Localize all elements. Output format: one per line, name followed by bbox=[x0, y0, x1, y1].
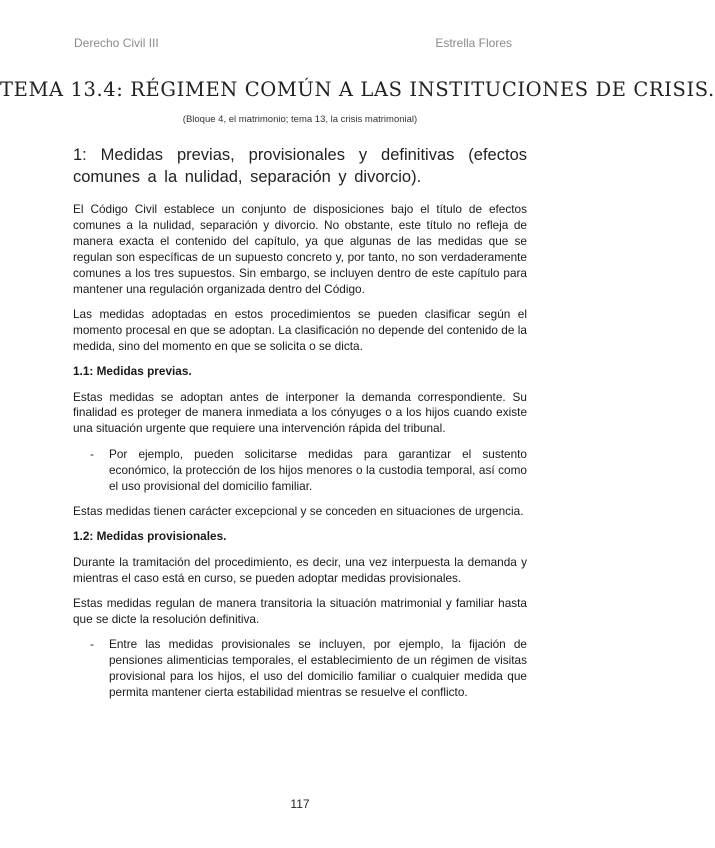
subsection-heading-previas: 1.1: Medidas previas. bbox=[73, 364, 192, 379]
page-title: TEMA 13.4: RÉGIMEN COMÚN A LAS INSTITUCIONES DE CRISIS. bbox=[0, 78, 715, 101]
list-item-text: Por ejemplo, pueden solicitarse medidas para garantizar el sustento económico, la protección de los hijos menores o la custodia temporal, así como el uso provisional del domicilio familiar. bbox=[109, 446, 527, 493]
section-heading: 1: Medidas previas, provisionales y definitivas (efectos comunes a la nulidad, separación y divorcio). bbox=[73, 146, 527, 186]
bullet-dash: - bbox=[90, 637, 94, 652]
paragraph: Durante la tramitación del procedimiento, es decir, una vez interpuesta la demanda y mientras el caso está en curso, se pueden adoptar medidas provisionales. bbox=[73, 554, 527, 585]
header-course: Derecho Civil III bbox=[74, 36, 159, 50]
paragraph: El Código Civil establece un conjunto de disposiciones bajo el título de efectos comunes a la nulidad, separación y divorcio. No obstante, este título no refleja de manera exacta el contenido del capítulo, ya que algunas de las medidas que se regulan son específicas de un supuesto concreto y, por tanto, no son verdaderamente comunes a los tres supuestos. Sin embargo, se incluyen dentro de este capítulo para mantener una regulación organizada dentro del Código. bbox=[73, 202, 527, 296]
list-item-text: Entre las medidas provisionales se incluyen, por ejemplo, la fijación de pensiones alimenticias temporales, el establecimiento de un régimen de visitas provisional para los hijos, el uso del domicilio familiar o cualquier medida que permita mantener cierta estabilidad mientras se resuelve el conflicto. bbox=[109, 637, 527, 700]
paragraph: Estas medidas tienen carácter excepcional y se conceden en situaciones de urgencia. bbox=[73, 504, 524, 518]
list-item bbox=[73, 637, 527, 701]
page-number: 117 bbox=[290, 797, 310, 811]
list-item bbox=[73, 447, 527, 495]
subsection-heading-provisionales: 1.2: Medidas provisionales. bbox=[73, 529, 227, 544]
paragraph: Estas medidas se adoptan antes de interponer la demanda correspondiente. Su finalidad es proteger de manera inmediata a los cónyuges o a los hijos cuando existe una situación urgente que requiere una intervención rápida del tribunal. bbox=[73, 389, 527, 436]
document-body bbox=[73, 144, 527, 711]
bullet-dash: - bbox=[90, 446, 94, 461]
page-subtitle: (Bloque 4, el matrimonio; tema 13, la crisis matrimonial) bbox=[182, 114, 418, 125]
header-author: Estrella Flores bbox=[435, 36, 512, 50]
paragraph: Estas medidas regulan de manera transitoria la situación matrimonial y familiar hasta que se dicte la resolución definitiva. bbox=[73, 596, 527, 627]
paragraph: Las medidas adoptadas en estos procedimientos se pueden clasificar según el momento procesal en que se adoptan. La clasificación no depende del contenido de la medida, sino del momento en que se solicita o se dicta. bbox=[73, 306, 527, 353]
